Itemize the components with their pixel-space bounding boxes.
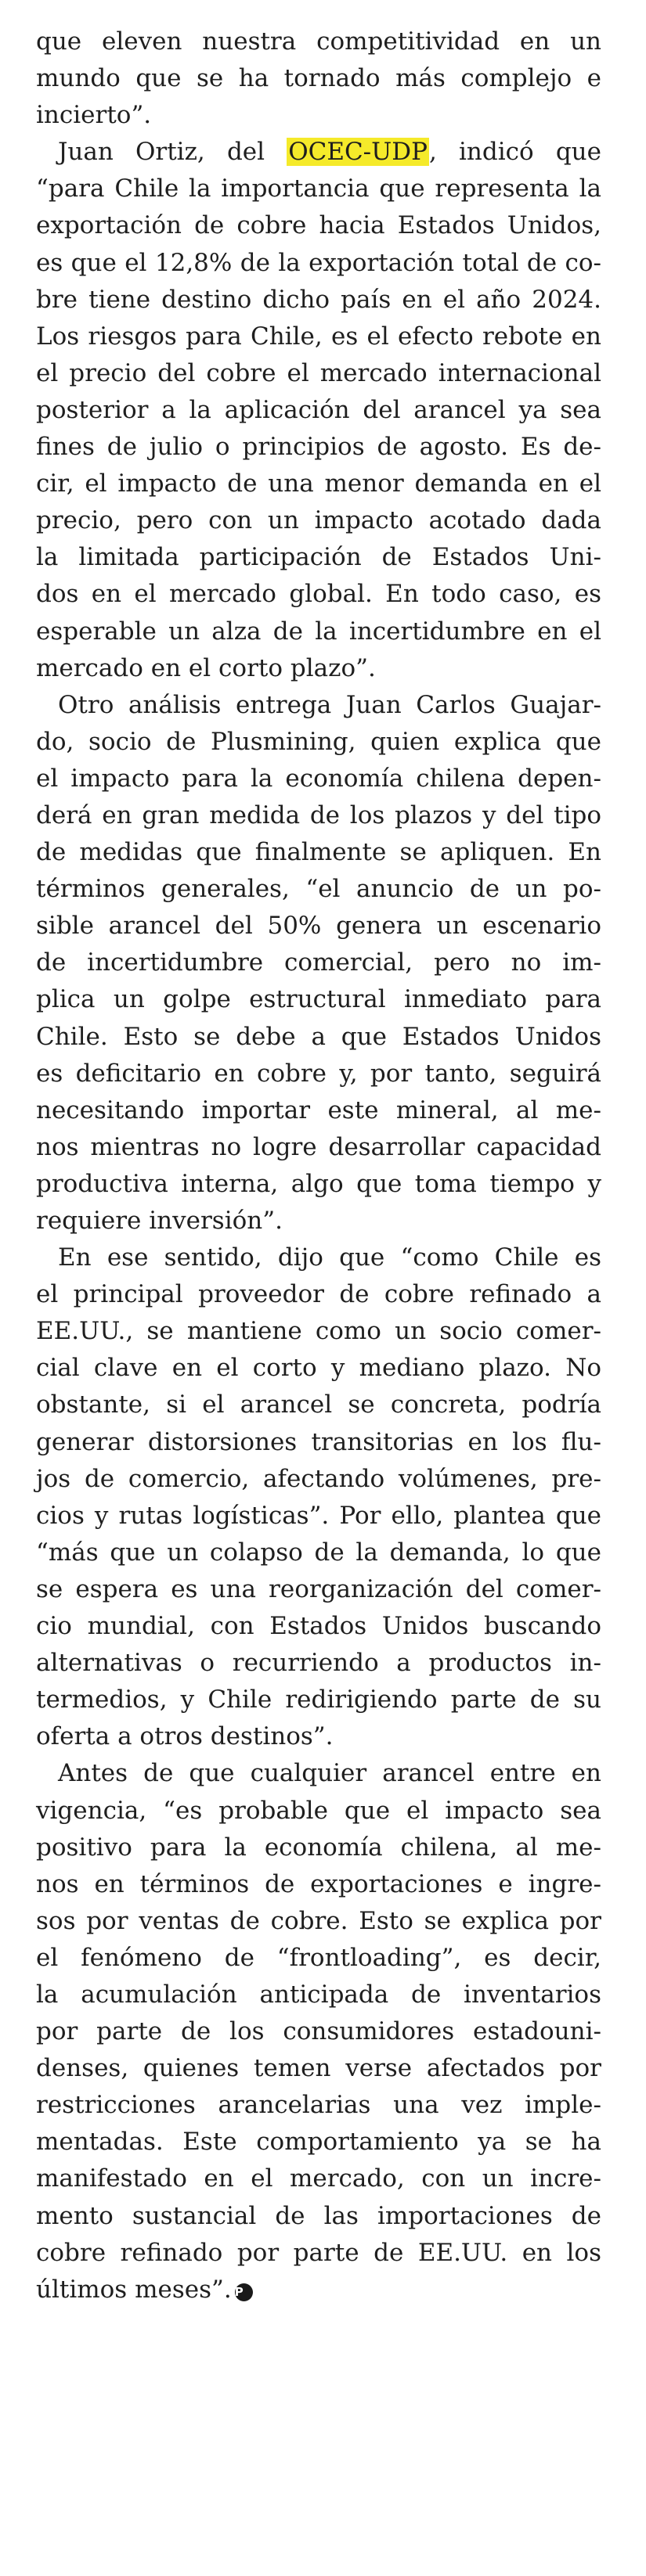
text-line: es que el 12,8% de la exportación total de co- [36, 248, 601, 277]
text-line: Otro análisis entrega Juan Carlos Guajar- [58, 690, 601, 719]
text-line: do, socio de Plusmining, quien explica que [36, 727, 601, 756]
text-line: cio mundial, con Estados Unidos buscando [36, 1612, 601, 1641]
text-line: vigencia, “es probable que el impacto sea [36, 1796, 601, 1825]
text-line: el precio del cobre el mercado internacional [36, 358, 601, 387]
text-line: Chile. Esto se debe a que Estados Unidos [36, 1022, 601, 1051]
text-line: requiere inversión”. [36, 1207, 283, 1235]
text-line: últimos meses”. P [36, 2272, 601, 2308]
text-line: manifestado en el mercado, con un incre- [36, 2164, 601, 2193]
highlighted-org-name: OCEC-UDP [288, 138, 428, 167]
text-line: el fenómeno de “frontloading”, es decir, [36, 1943, 601, 1972]
paragraph [36, 134, 601, 686]
text-line: En ese sentido, dijo que “como Chile es [58, 1243, 601, 1272]
text-line: términos generales, “el anuncio de un po- [36, 875, 601, 904]
text-line: fines de julio o principios de agosto. Es de- [36, 433, 601, 462]
text-line: incierto”. [36, 101, 152, 130]
paragraph [36, 687, 601, 1239]
text-line: mundo que se ha tornado más complejo e [36, 64, 601, 93]
text-line: el impacto para la economía chilena depen- [36, 764, 601, 793]
text-line: necesitando importar este mineral, al me- [36, 1096, 601, 1124]
text-line: derá en gran medida de los plazos y del tipo [36, 801, 601, 829]
text-line: que eleven nuestra competitividad en un [36, 27, 601, 56]
text-line: Los riesgos para Chile, es el efecto rebote en [36, 322, 601, 351]
text-line: la limitada participación de Estados Uni- [36, 543, 601, 572]
text-line: positivo para la economía chilena, al me- [36, 1833, 601, 1862]
text-line: restricciones arancelarias una vez imple- [36, 2091, 601, 2120]
article-body [36, 23, 601, 2308]
text-line: cobre refinado por parte de EE.UU. en los [36, 2238, 601, 2267]
text-line: mentadas. Este comportamiento ya se ha [36, 2128, 601, 2157]
text-line: precio, pero con un impacto acotado dada [36, 506, 601, 535]
end-of-article-icon: P [235, 2283, 253, 2301]
text-line: Antes de que cualquier arancel entre en [58, 1759, 601, 1788]
text-line: cios y rutas logísticas”. Por ello, plantea que [36, 1501, 601, 1530]
text-line: de medidas que finalmente se apliquen. En [36, 838, 601, 867]
text-line: es deficitario en cobre y, por tanto, seguirá [36, 1059, 601, 1088]
text-line: productiva interna, algo que toma tiempo y [36, 1169, 601, 1198]
text-line: alternativas o recurriendo a productos in- [36, 1649, 601, 1678]
text-line: se espera es una reorganización del comer- [36, 1574, 601, 1603]
text-line: “para Chile la importancia que representa la [36, 174, 601, 203]
text-line: generar distorsiones transitorias en los flu- [36, 1427, 601, 1456]
text-line: jos de comercio, afectando volúmenes, pre- [36, 1464, 601, 1493]
text-line: “más que un colapso de la demanda, lo que [36, 1538, 601, 1567]
text-line: nos en términos de exportaciones e ingre- [36, 1869, 601, 1898]
text-line: sible arancel del 50% genera un escenario [36, 912, 601, 941]
paragraph [36, 1239, 601, 1755]
text-line: sos por ventas de cobre. Esto se explica por [36, 1906, 601, 1935]
text-line: mento sustancial de las importaciones de [36, 2201, 601, 2230]
text-line: exportación de cobre hacia Estados Unidos, [36, 211, 601, 240]
text-line: EE.UU., se mantiene como un socio comer- [36, 1317, 601, 1346]
text-line: el principal proveedor de cobre refinado a [36, 1280, 601, 1309]
text-line: por parte de los consumidores estadouni- [36, 2017, 601, 2046]
paragraph [36, 23, 601, 134]
text-line: la acumulación anticipada de inventarios [36, 1980, 601, 2009]
text-line: obstante, si el arancel se concreta, podría [36, 1391, 601, 1419]
text-line: posterior a la aplicación del arancel ya sea [36, 395, 601, 424]
text-line: cir, el impacto de una menor demanda en el [36, 470, 601, 498]
text-line: cial clave en el corto y mediano plazo. No [36, 1354, 601, 1383]
text-line: dos en el mercado global. En todo caso, es [36, 580, 601, 609]
text-line: mercado en el corto plazo”. [36, 653, 376, 682]
text-line: nos mientras no logre desarrollar capacidad [36, 1132, 601, 1161]
text-line: termedios, y Chile redirigiendo parte de su [36, 1686, 601, 1714]
text-line: oferta a otros destinos”. [36, 1722, 334, 1751]
paragraph [36, 1755, 601, 2308]
text-line: plica un golpe estructural inmediato para [36, 985, 601, 1014]
text-line: de incertidumbre comercial, pero no im- [36, 948, 601, 977]
text-line: esperable un alza de la incertidumbre en el [36, 617, 601, 646]
text-line: denses, quienes temen verse afectados por [36, 2054, 601, 2083]
text-line: bre tiene destino dicho país en el año 2024. [36, 285, 601, 314]
text-line: Juan Ortiz, del OCEC-UDP, indicó que [58, 138, 601, 167]
